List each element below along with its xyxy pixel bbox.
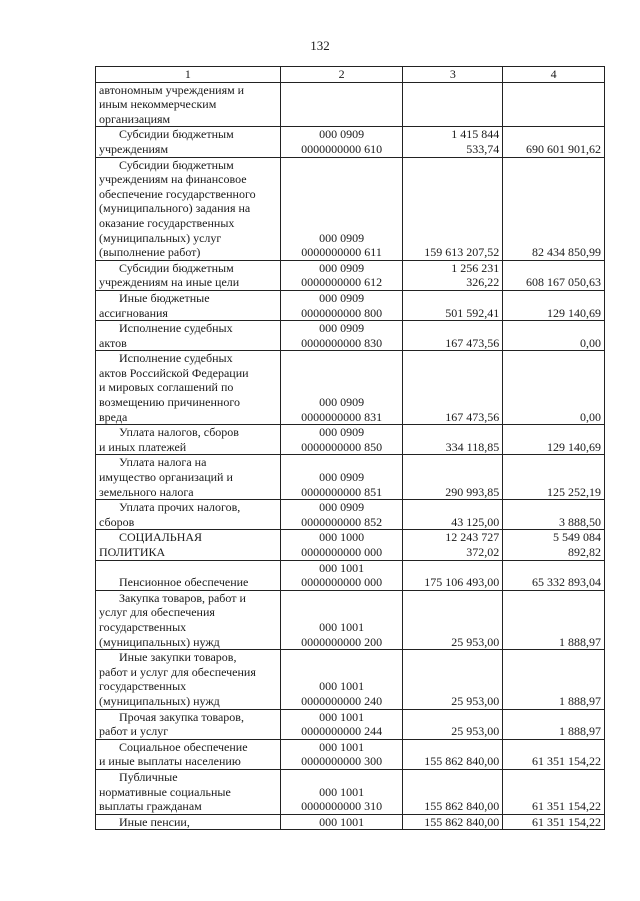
table-row [96,157,605,260]
table-header-row [96,67,605,83]
cell-text-line: 533,74 [466,141,500,156]
table-row [96,814,605,830]
row-code-cell [280,321,403,351]
cell-text-line: земельного налога [99,484,194,499]
cell-text-line: 5 549 084 [553,530,601,545]
cell-text-line: Исполнение судебных [119,321,233,336]
cell-text-line: 1 888,97 [559,634,601,649]
table-row [96,351,605,425]
table-row [96,455,605,500]
row-value-actual-cell [503,530,605,560]
cell-text-line: 0000000000 200 [301,634,383,649]
row-code-cell [280,590,403,649]
cell-text-line: 000 1000 [319,530,365,545]
cell-text-line: актов [99,335,127,350]
row-value-plan-cell [403,351,503,425]
cell-text-line: Субсидии бюджетным [119,260,234,275]
cell-text-line: 000 0909 [319,230,365,245]
header-col-2: 2 [280,67,403,83]
row-name-cell [96,82,281,127]
cell-text-line: (муниципальных) нужд [99,693,220,708]
row-code-cell [280,260,403,290]
table-row [96,709,605,739]
cell-text-line: работ и услуг для обеспечения [99,664,256,679]
table-row [96,739,605,769]
table-row [96,530,605,560]
cell-text-line: (муниципальных) нужд [99,634,220,649]
cell-text-line: 175 106 493,00 [424,575,500,590]
cell-text-line: и иных платежей [99,439,187,454]
row-value-actual-cell [503,455,605,500]
page-number: 132 [310,38,330,53]
row-value-plan-cell [403,321,503,351]
row-code-cell [280,455,403,500]
row-code-cell [280,157,403,260]
cell-text-line: 0000000000 244 [301,724,383,739]
cell-text-line: организациям [99,111,171,126]
cell-text-line: ПОЛИТИКА [99,545,166,559]
cell-text-line: 608 167 050,63 [526,275,601,290]
cell-text-line: 000 0909 [319,395,365,410]
row-value-actual-cell [503,709,605,739]
row-value-plan-cell [403,425,503,455]
row-value-actual-cell [503,127,605,157]
cell-text-line: 167 473,56 [445,335,500,350]
row-value-plan-cell [403,709,503,739]
row-value-plan-cell [403,260,503,290]
cell-text-line: 334 118,85 [445,439,500,454]
cell-text-line: 61 351 154,22 [532,814,601,829]
row-name-cell [96,127,281,157]
row-value-actual-cell [503,814,605,830]
table-row [96,590,605,649]
table-row [96,290,605,320]
row-name-cell [96,260,281,290]
cell-text-line: 000 1001 [319,784,365,799]
cell-text-line: 372,02 [466,545,500,559]
row-value-plan-cell [403,814,503,830]
cell-text-line: Пенсионное обеспечение [119,575,249,590]
cell-text-line: 0,00 [580,335,601,350]
table-row [96,560,605,590]
row-value-actual-cell [503,739,605,769]
cell-text-line: 125 252,19 [547,484,601,499]
row-name-cell [96,530,281,560]
cell-text-line: 0000000000 851 [301,484,383,499]
cell-text-line: 0000000000 800 [301,305,383,320]
cell-text-line: работ и услуг [99,724,169,739]
cell-text-line: 0000000000 852 [301,514,383,529]
table-row [96,127,605,157]
cell-text-line: 000 0909 [319,321,365,336]
row-value-plan-cell [403,455,503,500]
cell-text-line: 290 993,85 [445,484,500,499]
cell-text-line: 000 0909 [319,470,365,485]
row-code-cell [280,739,403,769]
cell-text-line: иным некоммерческим [99,97,217,112]
cell-text-line: Иные закупки товаров, [119,650,237,665]
row-value-actual-cell [503,560,605,590]
row-code-cell [280,769,403,814]
cell-text-line: 25 953,00 [451,724,500,739]
row-value-plan-cell [403,530,503,560]
row-name-cell [96,814,281,830]
cell-text-line: 1 415 844 [451,127,500,142]
row-name-cell [96,500,281,530]
cell-text-line: ассигнования [99,305,168,320]
cell-text-line: учреждениям на иные цели [99,275,240,290]
budget-table-body [96,67,605,830]
cell-text-line: 0000000000 831 [301,409,383,424]
header-col-1: 1 [96,67,281,83]
cell-text-line: 0000000000 611 [301,245,382,260]
cell-text-line: Исполнение судебных [119,351,233,366]
cell-text-line: 0000000000 610 [301,141,383,156]
row-value-actual-cell [503,321,605,351]
row-code-cell [280,530,403,560]
cell-text-line: автономным учреждениям и [99,82,245,97]
row-name-cell [96,739,281,769]
cell-text-line: 000 0909 [319,127,365,142]
cell-text-line: Иные пенсии, [119,814,190,829]
row-value-plan-cell [403,560,503,590]
cell-text-line: 0000000000 612 [301,275,383,290]
cell-text-line: 000 1001 [319,739,365,754]
row-code-cell [280,650,403,709]
cell-text-line: Закупка товаров, работ и [119,590,246,605]
cell-text-line: 155 862 840,00 [424,814,500,829]
row-code-cell [280,814,403,830]
cell-text-line: 1 888,97 [559,693,601,708]
row-code-cell [280,82,403,127]
cell-text-line: Публичные [119,769,178,784]
cell-text-line: 000 1001 [319,560,365,575]
cell-text-line: 82 434 850,99 [532,245,601,260]
cell-text-line: и иные выплаты населению [99,754,241,769]
row-code-cell [280,290,403,320]
row-code-cell [280,560,403,590]
row-name-cell [96,560,281,590]
cell-text-line: 129 140,69 [547,305,601,320]
row-name-cell [96,590,281,649]
row-name-cell [96,157,281,260]
row-name-cell [96,321,281,351]
cell-text-line: (выполнение работ) [99,245,201,260]
row-name-cell [96,290,281,320]
row-value-plan-cell [403,127,503,157]
table-row [96,500,605,530]
cell-text-line: Социальное обеспечение [119,739,248,754]
table-row [96,650,605,709]
cell-text-line: 000 1001 [319,814,365,829]
cell-text-line: вреда [99,409,128,424]
cell-text-line: Прочая закупка товаров, [119,709,244,724]
cell-text-line: Субсидии бюджетным [119,127,234,142]
row-value-actual-cell [503,82,605,127]
row-value-actual-cell [503,425,605,455]
cell-text-line: государственных [99,619,187,634]
table-row [96,260,605,290]
header-col-3: 3 [403,67,503,83]
row-code-cell [280,500,403,530]
cell-text-line: возмещению причиненного [99,395,240,410]
cell-text-line: 000 1001 [319,679,365,694]
header-col-4: 4 [503,67,605,83]
cell-text-line: имущество организаций и [99,470,233,485]
cell-text-line: (муниципального) задания на [99,201,251,216]
row-value-actual-cell [503,769,605,814]
row-value-plan-cell [403,769,503,814]
cell-text-line: 000 1001 [319,619,365,634]
cell-text-line: Иные бюджетные [119,290,210,305]
cell-text-line: 0000000000 300 [301,754,383,769]
row-value-plan-cell [403,290,503,320]
cell-text-line: 12 243 727 [445,530,500,545]
cell-text-line: 690 601 901,62 [526,141,601,156]
cell-text-line: сборов [99,514,135,529]
cell-text-line: 501 592,41 [445,305,500,320]
row-code-cell [280,709,403,739]
cell-text-line: 0000000000 830 [301,335,383,350]
row-name-cell [96,455,281,500]
table-row [96,769,605,814]
cell-text-line: 000 0909 [319,260,365,275]
row-value-actual-cell [503,590,605,649]
cell-text-line: 167 473,56 [445,409,500,424]
cell-text-line: 1 888,97 [559,724,601,739]
budget-table [95,66,605,830]
cell-text-line: учреждениям [99,141,169,156]
cell-text-line: и мировых соглашений по [99,380,234,395]
row-value-actual-cell [503,351,605,425]
row-code-cell [280,127,403,157]
cell-text-line: Субсидии бюджетным [119,157,234,172]
cell-text-line: оказание государственных [99,215,235,230]
cell-text-line: актов Российской Федерации [99,365,249,380]
row-value-actual-cell [503,157,605,260]
cell-text-line: 61 351 154,22 [532,754,601,769]
row-value-actual-cell [503,500,605,530]
cell-text-line: 0000000000 000 [301,575,383,590]
cell-text-line: 1 256 231 [451,260,500,275]
cell-text-line: 000 0909 [319,425,365,440]
cell-text-line: 159 613 207,52 [424,245,500,260]
cell-text-line: 0,00 [580,409,601,424]
cell-text-line: Уплата налогов, сборов [119,425,239,440]
cell-text-line: 65 332 893,04 [532,575,601,590]
table-row [96,82,605,127]
row-value-plan-cell [403,82,503,127]
cell-text-line: государственных [99,679,187,694]
row-value-plan-cell [403,739,503,769]
row-name-cell [96,351,281,425]
cell-text-line: 61 351 154,22 [532,799,601,814]
row-value-plan-cell [403,590,503,649]
cell-text-line: 3 888,50 [559,514,601,529]
cell-text-line: учреждениям на финансовое [99,172,247,187]
row-name-cell [96,650,281,709]
row-code-cell [280,351,403,425]
cell-text-line: выплаты гражданам [99,799,202,814]
cell-text-line: 0000000000 240 [301,693,383,708]
table-row [96,321,605,351]
cell-text-line: 129 140,69 [547,439,601,454]
row-value-plan-cell [403,157,503,260]
row-value-plan-cell [403,500,503,530]
cell-text-line: 155 862 840,00 [424,799,500,814]
cell-text-line: 25 953,00 [451,693,500,708]
cell-text-line: 000 0909 [319,500,365,515]
cell-text-line: Уплата прочих налогов, [119,500,241,515]
row-value-actual-cell [503,290,605,320]
cell-text-line: 25 953,00 [451,634,500,649]
cell-text-line: 0000000000 850 [301,439,383,454]
table-row [96,425,605,455]
row-value-actual-cell [503,650,605,709]
cell-text-line: 000 0909 [319,290,365,305]
cell-text-line: (муниципальных) услуг [99,230,222,245]
cell-text-line: 326,22 [466,275,500,290]
cell-text-line: 000 1001 [319,709,365,724]
row-name-cell [96,425,281,455]
row-value-plan-cell [403,650,503,709]
row-code-cell [280,425,403,455]
cell-text-line: 43 125,00 [451,514,500,529]
cell-text-line: обеспечение государственного [99,186,256,201]
cell-text-line: 892,82 [568,545,601,559]
row-value-actual-cell [503,260,605,290]
cell-text-line: Уплата налога на [119,455,207,470]
cell-text-line: 0000000000 310 [301,799,383,814]
cell-text-line: 155 862 840,00 [424,754,500,769]
cell-text-line: 0000000000 000 [301,545,383,559]
cell-text-line: услуг для обеспечения [99,605,215,620]
row-name-cell [96,769,281,814]
cell-text-line: СОЦИАЛЬНАЯ [119,530,203,545]
row-name-cell [96,709,281,739]
cell-text-line: нормативные социальные [99,784,231,799]
